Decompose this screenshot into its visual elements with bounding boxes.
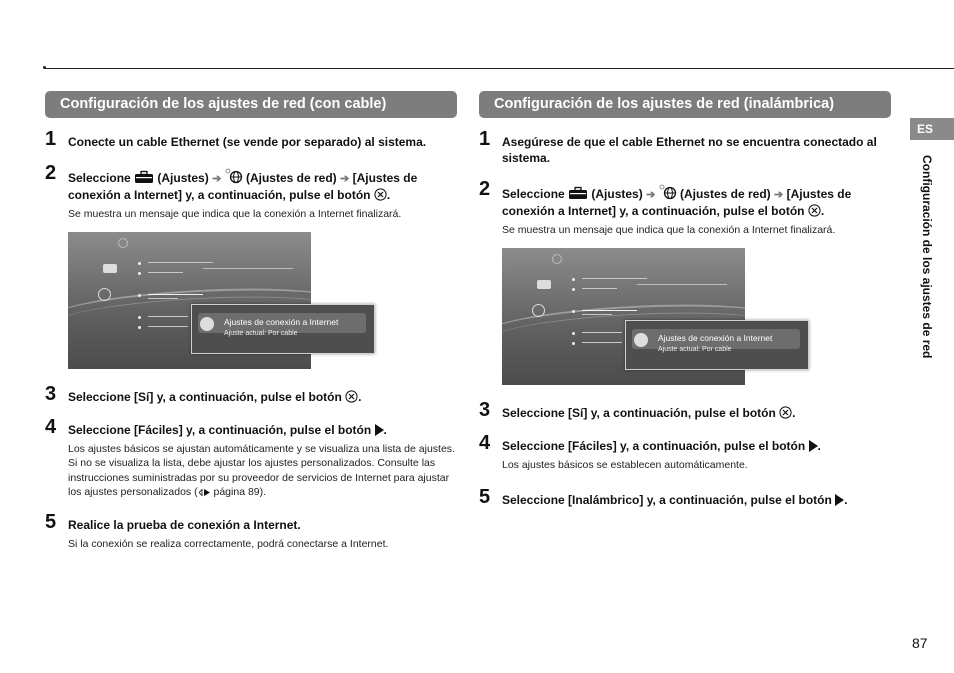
bullet-icon [138, 294, 141, 297]
step-text: Seleccione [68, 171, 131, 185]
popup-subtitle: Ajuste actual: Por cable [658, 345, 732, 353]
xmb-screenshot [502, 248, 773, 385]
step-number: 2 [45, 162, 57, 184]
step-text: Seleccione [Sí] y, a continuación, pulse el botón [68, 389, 342, 404]
step-3 [45, 382, 457, 405]
category-icons [203, 268, 293, 277]
menu-line [148, 316, 188, 318]
step-body [68, 442, 457, 500]
step-2 [45, 162, 457, 222]
step-1 [45, 128, 457, 150]
step-title [502, 184, 891, 219]
globe-network-icon [532, 304, 545, 317]
xmb-screenshot [68, 232, 339, 369]
arrow-right-icon: ➔ [340, 173, 350, 185]
right-button-icon [835, 494, 844, 506]
step-number: 2 [479, 178, 491, 200]
step-text: [Ajustes de conexión a Internet] y, a continuación, pulse el botón [68, 171, 418, 202]
wired-section [45, 91, 457, 551]
cross-button-icon [779, 406, 792, 419]
step-5 [45, 510, 457, 552]
bullet-icon [138, 326, 141, 329]
menu-line [582, 314, 612, 315]
menu-line [148, 326, 188, 328]
step-text: Seleccione [Inalámbrico] y, a continuación, pulse el botón [502, 493, 832, 507]
arrow-right-icon: ➔ [774, 189, 784, 201]
menu-line [582, 342, 622, 344]
step-2 [479, 178, 891, 238]
bullet-icon [572, 288, 575, 291]
menu-line [582, 310, 637, 312]
popup-subtitle: Ajuste actual: Por cable [224, 329, 298, 337]
step-number: 5 [45, 510, 57, 533]
step-text: (Ajustes de red) [245, 171, 337, 185]
step-title [502, 438, 891, 454]
step-number: 5 [479, 486, 491, 508]
step-4 [45, 415, 457, 500]
menu-line [148, 272, 183, 274]
dialog-popup [625, 320, 809, 370]
popup-title: Ajustes de conexión a Internet [224, 316, 339, 327]
bullet-icon [572, 342, 575, 345]
menu-line [148, 298, 178, 299]
menu-line [148, 262, 213, 264]
globe-network-icon [98, 288, 111, 301]
right-button-icon [809, 440, 818, 452]
step-text: . [383, 422, 387, 437]
bullet-icon [138, 316, 141, 319]
bullet-icon [138, 262, 141, 265]
step-title [68, 168, 457, 203]
step-body: Se muestra un mensaje que indica que la conexión a Internet finalizará. [68, 208, 402, 220]
step-1 [479, 128, 891, 166]
page-reference-icon [198, 488, 211, 497]
bullet-icon [572, 310, 575, 313]
step-title: Realice la prueba de conexión a Internet. [68, 517, 301, 532]
top-rule [44, 68, 954, 69]
step-text: . [386, 188, 391, 202]
step-title [68, 422, 457, 438]
network-icon [552, 254, 562, 264]
right-button-icon [375, 424, 384, 436]
step-text: Seleccione [Fáciles] y, a continuación, pulse el botón [68, 422, 372, 437]
network-icon [118, 238, 128, 248]
step-text: [Ajustes de conexión a Internet] y, a continuación, pulse el botón [502, 187, 852, 218]
step-text: Los ajustes básicos se ajustan automáticamente y se visualiza una lista de ajustes. Si no se visualiza la lista, debe ajustar los ajustes personalizados. Consulte las instrucciones suministradas por su proveedor de servicios de Internet para ajustar los ajustes personalizados ( [68, 442, 455, 498]
arrow-right-icon: ➔ [212, 173, 222, 185]
globe-network-icon [659, 184, 677, 200]
step-text: Seleccione [Fáciles] y, a continuación, pulse el botón [502, 438, 806, 453]
toolbox-icon [134, 171, 154, 184]
wrench-icon [634, 333, 648, 347]
step-number: 1 [479, 128, 491, 150]
menu-line [582, 288, 617, 290]
step-title: Conecte un cable Ethernet (se vende por separado) al sistema. [68, 135, 427, 149]
step-text: . [792, 405, 796, 420]
bullet-icon [138, 272, 141, 275]
menu-line [582, 332, 622, 334]
step-3 [479, 398, 891, 421]
step-body: Los ajustes básicos se establecen automáticamente. [502, 458, 748, 471]
category-icons [637, 284, 727, 293]
cross-button-icon [808, 204, 821, 217]
bullet-icon [572, 278, 575, 281]
section-side-title: Configuración de los ajustes de red [920, 155, 934, 359]
step-title [68, 389, 457, 405]
cross-button-icon [374, 188, 387, 201]
popup-title: Ajustes de conexión a Internet [658, 332, 773, 343]
toolbox-icon [568, 187, 588, 200]
step-title: Asegúrese de que el cable Ethernet no se encuentra conectado al sistema. [502, 135, 877, 165]
section-heading: Configuración de los ajustes de red (inalámbrica) [479, 91, 891, 118]
step-text: . [817, 438, 821, 453]
step-text: página 89). [213, 486, 267, 498]
step-text: . [358, 389, 362, 404]
step-number: 4 [45, 415, 57, 438]
menu-line [148, 294, 203, 296]
section-heading: Configuración de los ajustes de red (con cable) [45, 91, 457, 118]
step-number: 1 [45, 128, 57, 150]
step-title [502, 405, 891, 421]
step-text: . [844, 493, 848, 507]
step-5 [479, 486, 891, 508]
step-body: Se muestra un mensaje que indica que la conexión a Internet finalizará. [502, 224, 836, 236]
globe-network-icon [225, 168, 243, 184]
toolbox-icon [103, 264, 117, 273]
step-text: Seleccione [502, 187, 565, 201]
language-tab: ES [910, 118, 954, 140]
step-text: Seleccione [Sí] y, a continuación, pulse el botón [502, 405, 776, 420]
cross-button-icon [345, 390, 358, 403]
wireless-section [479, 91, 891, 508]
step-title [502, 492, 891, 508]
top-rule-dot [43, 66, 46, 69]
step-text: (Ajustes) [591, 187, 643, 201]
wrench-icon [200, 317, 214, 331]
step-text: . [820, 204, 825, 218]
step-number: 3 [45, 382, 57, 405]
dialog-popup [191, 304, 375, 354]
step-4 [479, 431, 891, 473]
step-number: 4 [479, 431, 491, 454]
step-text: (Ajustes) [157, 171, 209, 185]
step-body: Si la conexión se realiza correctamente, podrá conectarse a Internet. [68, 537, 389, 550]
toolbox-icon [537, 280, 551, 289]
step-number: 3 [479, 398, 491, 421]
arrow-right-icon: ➔ [646, 189, 656, 201]
bullet-icon [572, 332, 575, 335]
step-text: (Ajustes de red) [679, 187, 771, 201]
menu-line [582, 278, 647, 280]
page-number: 87 [912, 635, 928, 651]
